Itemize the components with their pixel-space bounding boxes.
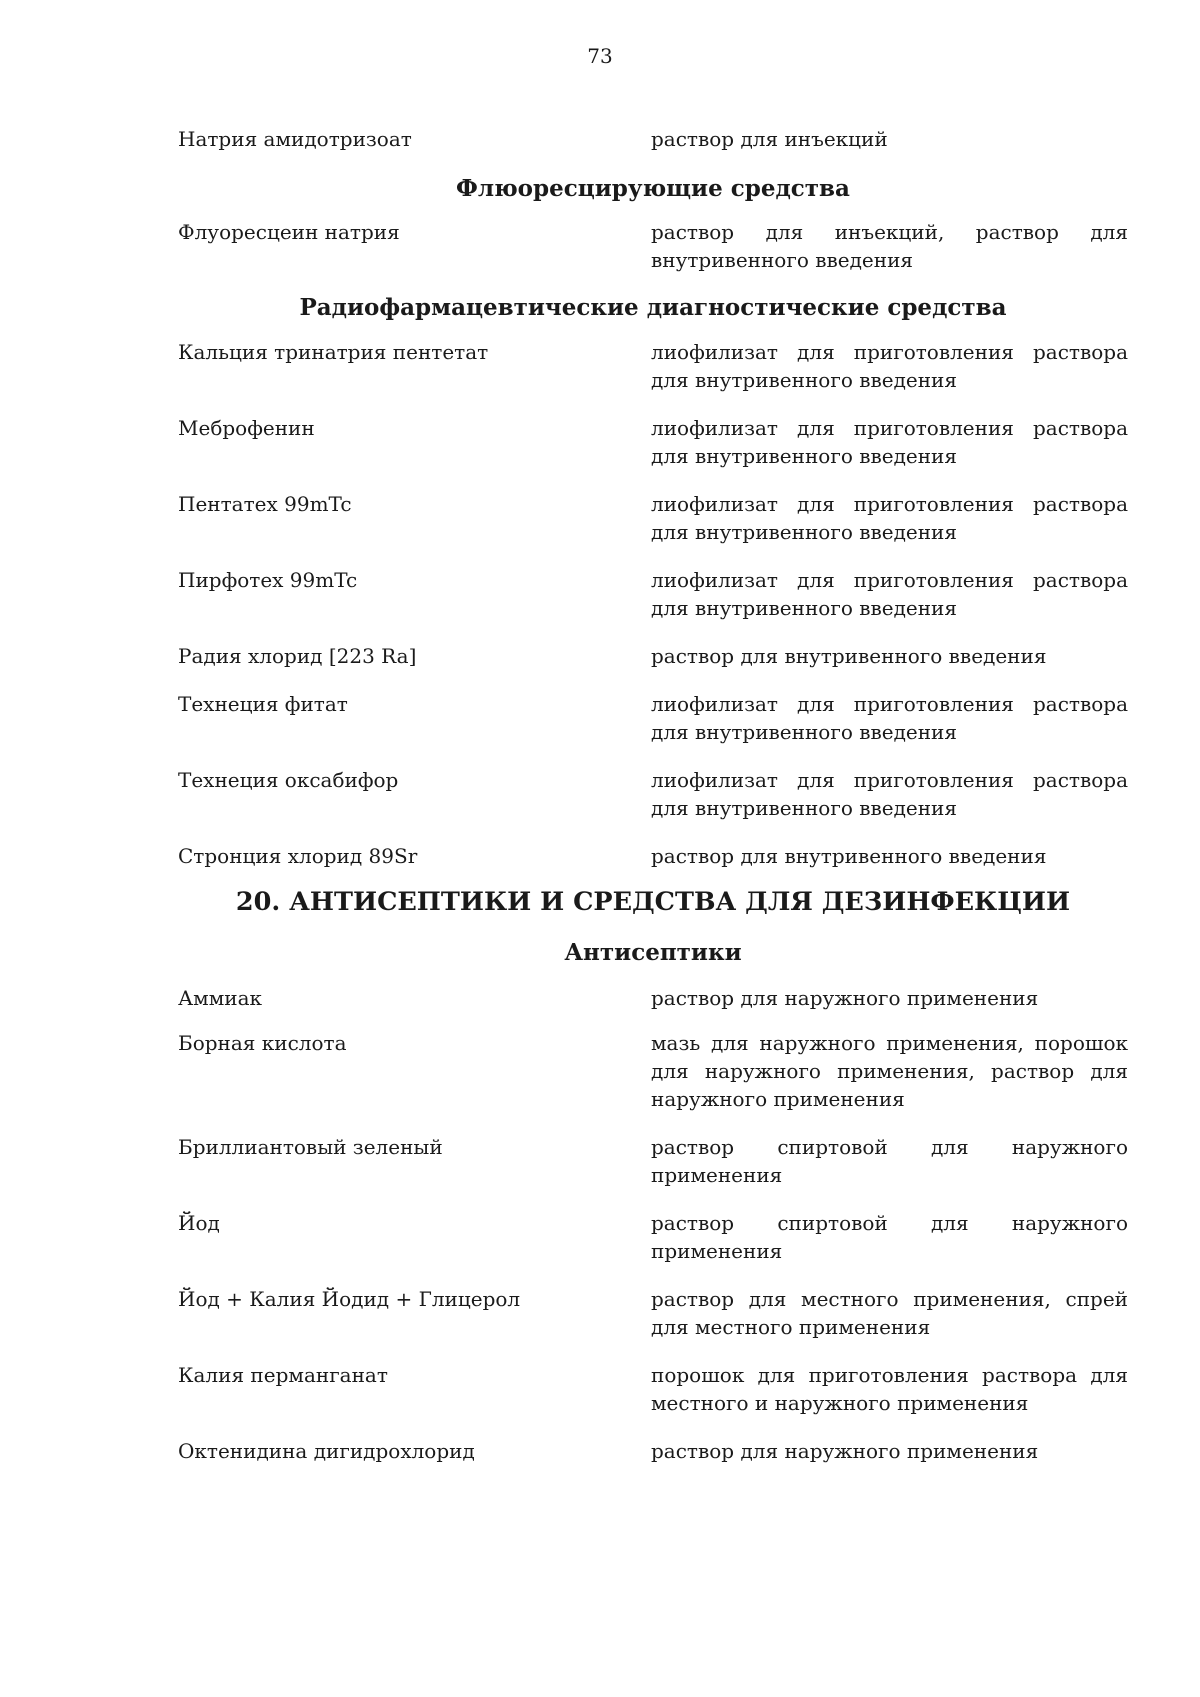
- drug-row: [178, 766, 1128, 822]
- drug-row: [178, 1437, 1128, 1465]
- page-number: 73: [587, 44, 613, 68]
- drug-name: Меброфенин: [178, 416, 315, 440]
- drug-row: [178, 842, 1128, 870]
- drug-row: [178, 414, 1128, 470]
- drug-name: Борная кислота: [178, 1031, 347, 1055]
- drug-name: Йод + Калия Йодид + Глицерол: [178, 1287, 521, 1311]
- dosage-form: раствор для местного применения, спрей для местного применения: [651, 1287, 1128, 1339]
- drug-name: Натрия амидотризоат: [178, 127, 412, 151]
- subsection-heading: Антисептики: [564, 939, 742, 966]
- drug-name: Технеция оксабифор: [178, 768, 399, 792]
- drug-name: Пентатех 99mTc: [178, 492, 352, 516]
- section-title: 20. АНТИСЕПТИКИ И СРЕДСТВА ДЛЯ ДЕЗИНФЕКЦИИ: [235, 887, 1071, 917]
- subsection-heading: Радиофармацевтические диагностические средства: [299, 294, 1007, 321]
- dosage-form: лиофилизат для приготовления раствора для внутривенного введения: [651, 692, 1128, 744]
- drug-name: Йод: [178, 1211, 220, 1235]
- dosage-form: раствор для наружного применения: [651, 986, 1039, 1010]
- drug-row: [178, 1209, 1128, 1265]
- drug-name: Бриллиантовый зеленый: [178, 1135, 443, 1159]
- drug-name: Октенидина дигидрохлорид: [178, 1439, 475, 1463]
- dosage-form: лиофилизат для приготовления раствора для внутривенного введения: [651, 568, 1128, 620]
- dosage-form: мазь для наружного применения, порошок для наружного применения, раствор для наружного применения: [651, 1031, 1128, 1111]
- dosage-form: раствор для внутривенного введения: [651, 644, 1047, 668]
- dosage-form: лиофилизат для приготовления раствора для внутривенного введения: [651, 768, 1128, 820]
- dosage-form: раствор для внутривенного введения: [651, 844, 1047, 868]
- drug-row: [178, 566, 1128, 622]
- dosage-form: раствор для наружного применения: [651, 1439, 1039, 1463]
- drug-row: [178, 1285, 1128, 1341]
- drug-row: [178, 338, 1128, 394]
- dosage-form: раствор спиртовой для наружного применения: [651, 1135, 1128, 1187]
- dosage-form: раствор спиртовой для наружного применения: [651, 1211, 1128, 1263]
- drug-name: Радия хлорид [223 Ra]: [178, 644, 417, 668]
- drug-row: [178, 1361, 1128, 1417]
- subsection-heading: Флюоресцирующие средства: [456, 175, 850, 202]
- drug-name: Пирфотех 99mTc: [178, 568, 358, 592]
- drug-row: [178, 984, 1128, 1012]
- drug-name: Кальция тринатрия пентетат: [178, 340, 489, 364]
- drug-row: [178, 690, 1128, 746]
- drug-list: [178, 125, 1128, 1465]
- dosage-form: раствор для инъекций, раствор для внутривенного введения: [651, 220, 1128, 272]
- drug-name: Калия перманганат: [178, 1363, 388, 1387]
- drug-row: [178, 642, 1128, 670]
- drug-row: [178, 490, 1128, 546]
- dosage-form: лиофилизат для приготовления раствора для внутривенного введения: [651, 492, 1128, 544]
- drug-row: [178, 1029, 1128, 1113]
- drug-name: Флуоресцеин натрия: [178, 220, 400, 244]
- drug-name: Стронция хлорид 89Sr: [178, 844, 418, 868]
- drug-row: [178, 125, 1128, 153]
- dosage-form: лиофилизат для приготовления раствора для внутривенного введения: [651, 340, 1128, 392]
- dosage-form: раствор для инъекций: [651, 127, 888, 151]
- dosage-form: лиофилизат для приготовления раствора для внутривенного введения: [651, 416, 1128, 468]
- drug-row: [178, 218, 1128, 274]
- drug-name: Аммиак: [178, 986, 263, 1010]
- drug-row: [178, 1133, 1128, 1189]
- dosage-form: порошок для приготовления раствора для местного и наружного применения: [651, 1363, 1128, 1415]
- drug-name: Технеция фитат: [178, 692, 348, 716]
